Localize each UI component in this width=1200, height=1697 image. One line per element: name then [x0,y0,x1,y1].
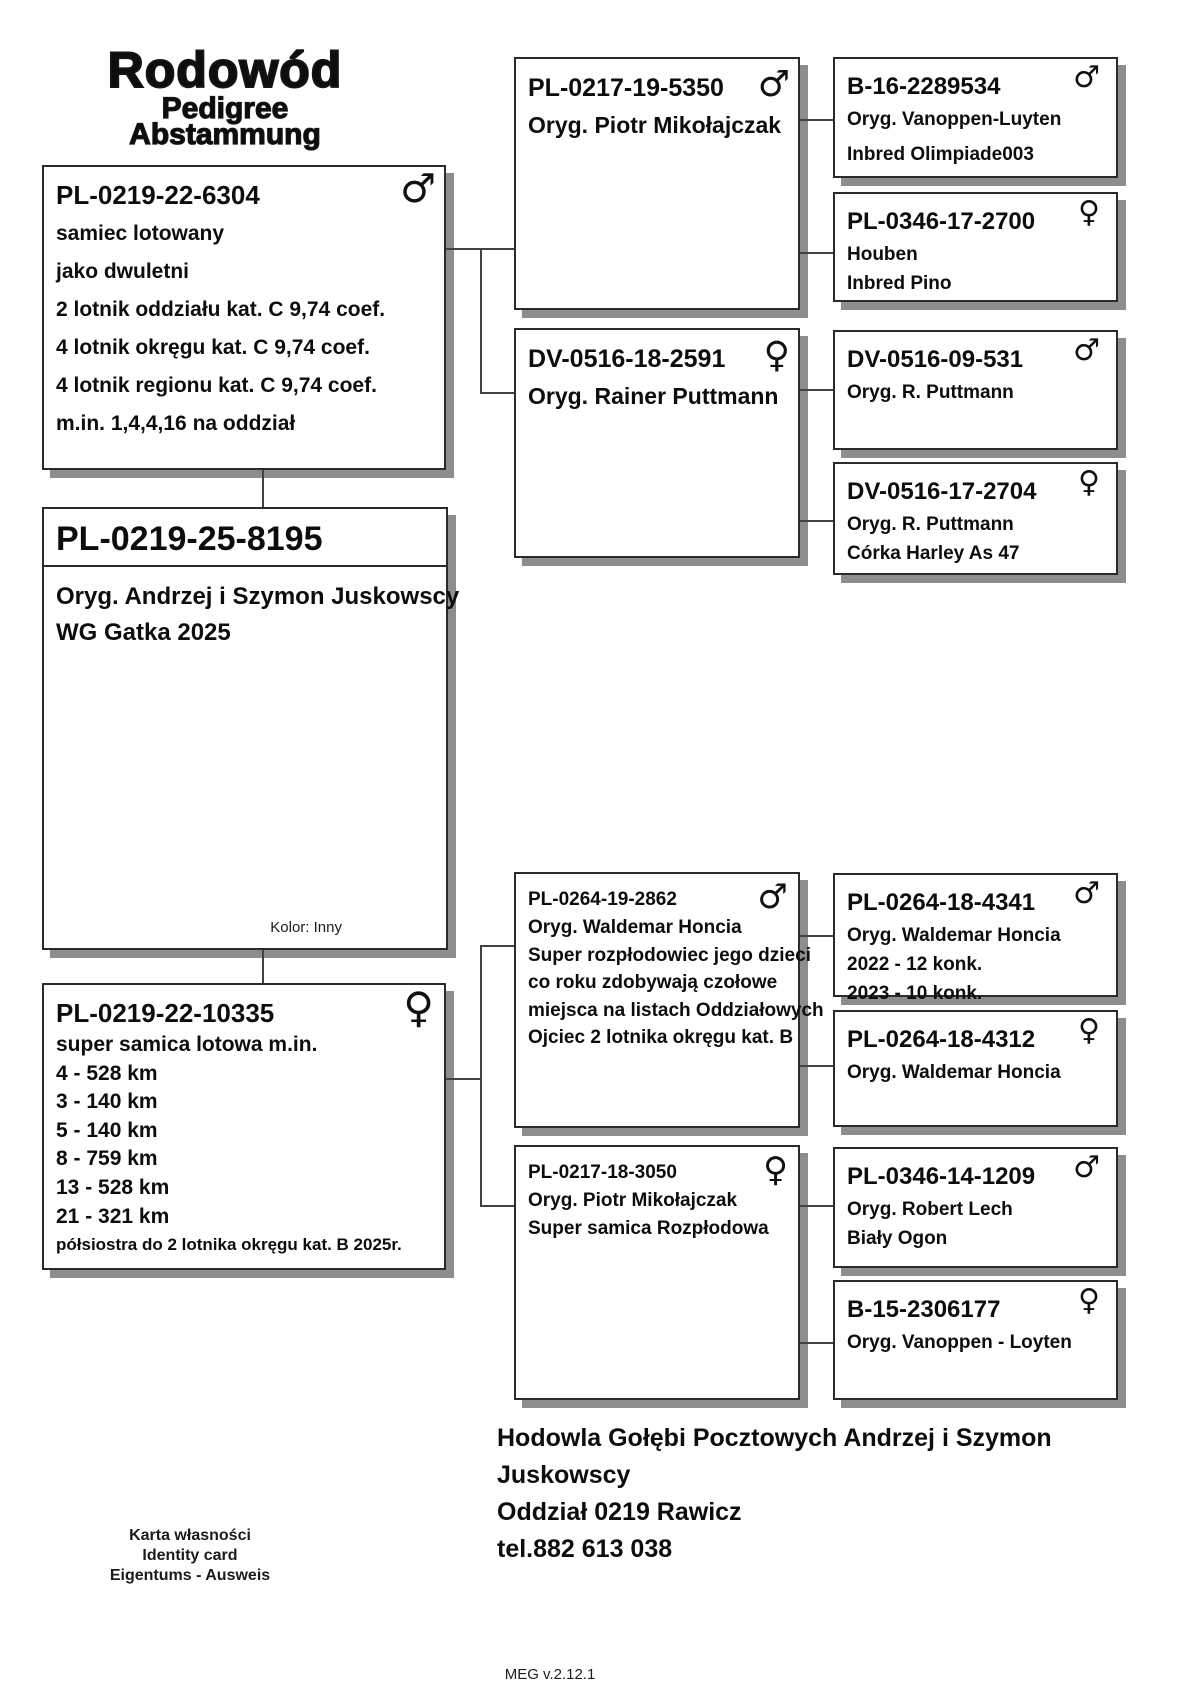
box-text-line: Oryg. Robert Lech [847,1199,1013,1220]
card-line-english: Identity card [142,1547,238,1564]
connector-line [800,1205,833,1207]
male-icon: ♂ [1073,60,1100,95]
box-text-line: Oryg. Waldemar Honcia [847,1062,1061,1083]
box-dam-sire [514,872,824,1128]
connector-line [480,392,514,394]
connector-line [800,252,833,254]
title-english: Pedigree [161,92,289,125]
card-line-polish: Karta własności [129,1527,251,1544]
box-sire-sire-dam [833,192,1118,302]
male-icon: ♂ [757,64,790,105]
box-text-line: 4 lotnik okręgu kat. C 9,74 coef. [56,336,370,359]
box-text-line: Oryg. Waldemar Honcia [847,925,1061,946]
box-text-line: 4 lotnik regionu kat. C 9,74 coef. [56,374,377,397]
breeder-line: Oddział 0219 Rawicz [497,1498,742,1526]
box-text-line: jako dwuletni [56,260,190,283]
ring-number: DV-0516-17-2704 [847,478,1037,505]
connector-line [800,389,833,391]
box-text-line: 2023 - 10 konk. [847,983,983,1004]
female-icon: ♀ [1078,465,1100,500]
ring-number: PL-0219-22-6304 [56,180,260,210]
box-dam [42,983,446,1270]
box-text-line: 8 - 759 km [56,1147,158,1171]
connector-line [800,1342,833,1344]
box-text-line: Houben [847,244,918,265]
ring-number: DV-0516-18-2591 [528,345,726,373]
male-icon: ♂ [1073,333,1100,368]
ring-number: PL-0219-25-8195 [56,520,323,558]
ring-number: PL-0217-19-5350 [528,74,724,102]
box-text-line: 21 - 321 km [56,1204,170,1228]
box-text-line: 13 - 528 km [56,1175,170,1199]
box-text-line: 2 lotnik oddziału kat. C 9,74 coef. [56,298,386,321]
box-sire-dam [514,328,800,558]
female-icon: ♀ [403,983,434,1032]
title-german: Abstammung [129,118,321,151]
connector-line [800,1065,833,1067]
connector-line [800,520,833,522]
box-sire-sire [514,57,800,310]
box-text-line: Oryg. Vanoppen - Loyten [847,1332,1072,1353]
box-sire-sire-sire [833,57,1118,178]
box-text-line: Oryg. Andrzej i Szymon Juskowscy [56,583,460,610]
identity-card-block [40,1526,340,1586]
connector-line [800,935,833,937]
box-sire-dam-sire [833,330,1118,450]
male-icon: ♂ [757,877,788,917]
breeder-phone: tel.882 613 038 [497,1535,673,1563]
connector-line [480,945,482,1207]
box-text-line: Oryg. R. Puttmann [847,514,1014,535]
title-polish: Rodowód [107,42,343,98]
female-icon: ♀ [763,335,790,376]
connector-line [446,1078,482,1080]
subject-header [44,509,446,567]
breeder-line: Juskowscy [497,1461,631,1489]
box-sire [42,165,446,470]
box-text-line: co roku zdobywają czołowe [528,972,778,993]
box-text-line: Córka Harley As 47 [847,543,1020,564]
ring-number: PL-0217-18-3050 [528,1162,677,1183]
male-icon: ♂ [1073,876,1100,911]
ring-number: PL-0264-19-2862 [528,889,677,910]
box-text-line: 4 - 528 km [56,1061,158,1085]
connector-line [262,950,264,983]
box-text-line: Oryg. Piotr Mikołajczak [528,112,782,138]
box-text-line: samiec lotowany [56,222,225,245]
box-subject [42,507,460,950]
male-icon: ♂ [1073,1150,1100,1185]
ring-number: B-15-2306177 [847,1296,1001,1323]
box-text-line: super samica lotowa m.in. [56,1033,318,1056]
female-icon: ♀ [763,1150,788,1190]
female-icon: ♀ [1078,1283,1100,1318]
female-icon: ♀ [1078,195,1100,230]
connector-line [480,945,514,947]
box-dam-dam [514,1145,800,1400]
box-text-line: Super samica Rozpłodowa [528,1217,769,1239]
box-text-line: Super rozpłodowiec jego dzieci [528,944,811,966]
box-text-line: Oryg. R. Puttmann [847,382,1014,403]
ring-number: PL-0264-18-4312 [847,1026,1036,1053]
box-text-line: Ojciec 2 lotnika okręgu kat. B [528,1027,794,1048]
female-icon: ♀ [1078,1013,1100,1048]
ring-number: PL-0264-18-4341 [847,889,1036,916]
software-version: MEG v.2.12.1 [504,1666,596,1683]
color-label: Kolor: Inny [270,919,342,936]
box-dam-sire-sire [833,873,1118,1004]
connector-line [800,119,833,121]
box-text-line: m.in. 1,4,4,16 na oddział [56,412,296,435]
ring-number: DV-0516-09-531 [847,346,1024,373]
breeder-info [497,1420,1052,1568]
box-text-line: Oryg. Piotr Mikołajczak [528,1190,738,1211]
box-dam-sire-dam [833,1010,1118,1127]
box-text-line: WG Gatka 2025 [56,619,231,646]
ring-number: PL-0346-17-2700 [847,208,1036,235]
box-dam-dam-sire [833,1147,1118,1268]
box-sire-dam-dam [833,462,1118,575]
box-text-line: Inbred Pino [847,273,952,294]
box-text-line: Oryg. Waldemar Honcia [528,917,742,938]
box-text-line: Oryg. Vanoppen-Luyten [847,109,1062,130]
connector-line [262,470,264,507]
box-text-line: 3 - 140 km [56,1090,158,1114]
male-icon: ♂ [400,166,436,212]
box-dam-dam-dam [833,1280,1118,1400]
connector-line [480,248,482,394]
box-text-line: Inbred Olimpiade003 [847,144,1034,165]
box-text-line: miejsca na listach Oddziałowych [528,999,824,1021]
ring-number: PL-0219-22-10335 [56,998,275,1028]
breeder-line: Hodowla Gołębi Pocztowych Andrzej i Szymon [497,1424,1052,1452]
ring-number: PL-0346-14-1209 [847,1163,1036,1190]
document-title-block [25,42,425,151]
box-text-line: Biały Ogon [847,1228,948,1249]
box-text-line: Oryg. Rainer Puttmann [528,383,779,409]
card-line-german: Eigentums - Ausweis [109,1567,271,1584]
box-text-line: 5 - 140 km [56,1118,158,1142]
box-text-line: 2022 - 12 konk. [847,954,983,975]
connector-line [480,1205,514,1207]
ring-number: B-16-2289534 [847,73,1001,100]
box-text-line: półsiostra do 2 lotnika okręgu kat. B 2025r. [56,1235,402,1255]
